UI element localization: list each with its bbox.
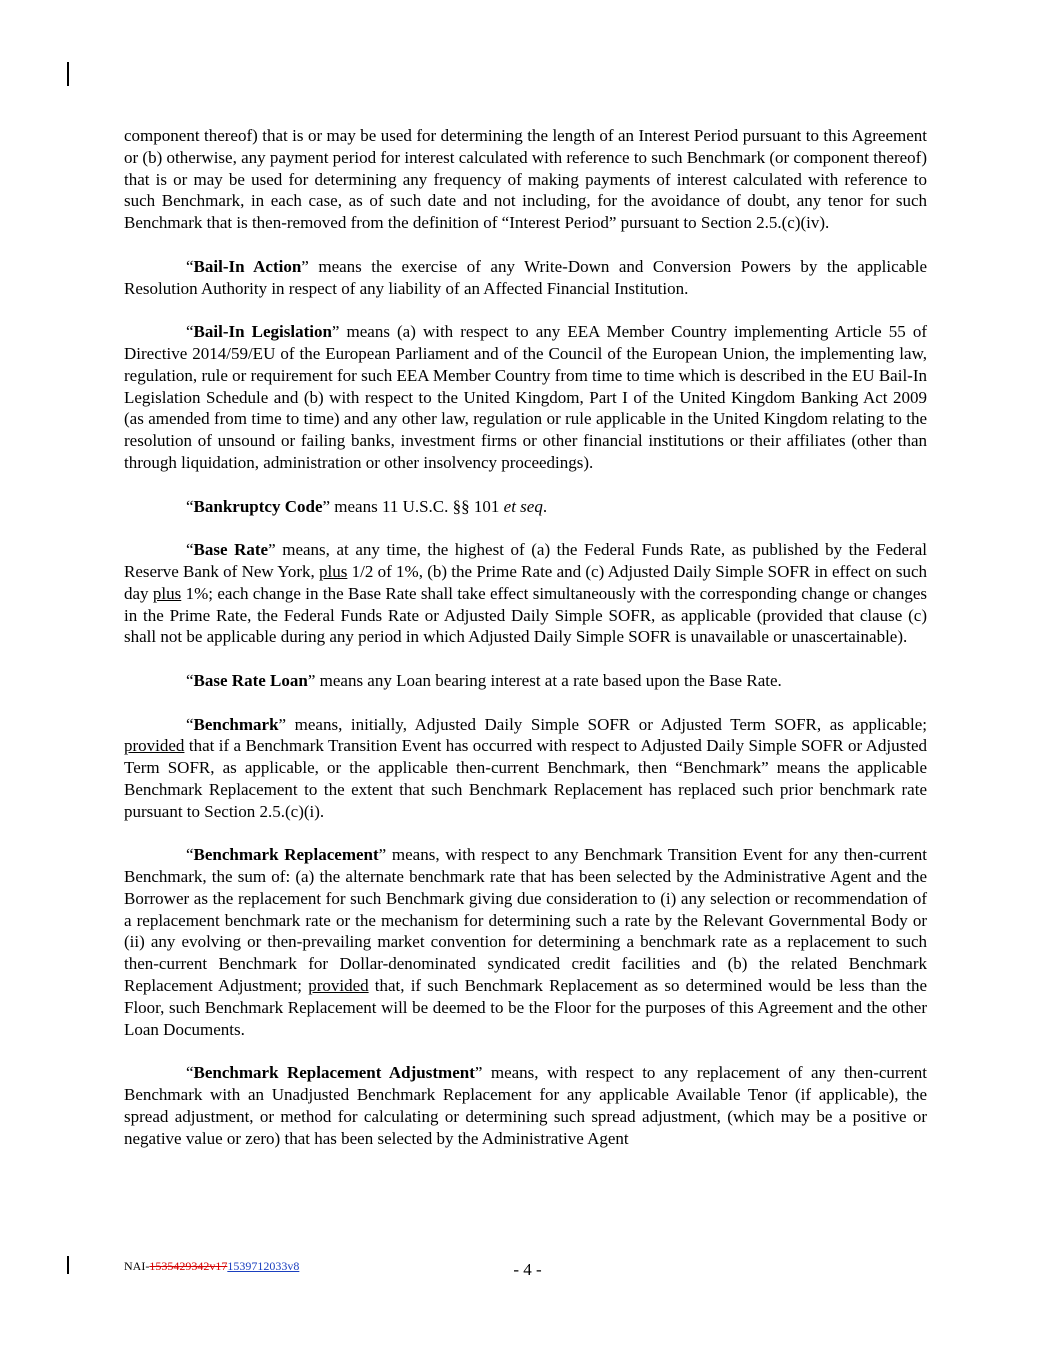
continuation-paragraph: component thereof) that is or may be used for determining the length of an Interest Period pursuant to this Agreement or (b) otherwise, any payment period for interest calculated with reference to such Benchmark (or component thereof) that is or may be used for determining any frequency of making payments of interest calculated with reference to such Benchmark, in each case, as of such date and not including, for the avoidance of doubt, any tenor for such Benchmark that is then-removed from the definition of “Interest Period” pursuant to Section 2.5.(c)(iv). — [124, 126, 927, 233]
defined-term: Bankruptcy Code — [193, 496, 323, 516]
definition-text: that if a Benchmark Transition Event has occurred with respect to Adjusted Daily Simple SOFR or Adjusted Term SOFR, as applicable, or the applicable then-current Benchmark, then “Benchmark” means the applicable Benchmark Replacement to the extent that such Benchmark Replacement has replaced such prior benchmark rate pursuant to Section 2.5.(c)(i). — [124, 736, 927, 821]
definition-text: means, with respect to any Benchmark Transition Event for any then-current Benchmark, the sum of: (a) the alternate benchmark rate that has been selected by the Administrative Agent and the Borrower as the replacement for such Benchmark giving due consideration to (i) any selection or recommendation of a replacement benchmark rate or the mechanism for determining such a rate by the Relevant Governmental Body or (ii) any evolving or then-prevailing market convention for determining a benchmark rate as a replacement to such then-current Benchmark for Dollar-denominated syndicated credit facilities and (b) the related Benchmark Replacement Adjustment; — [124, 845, 927, 996]
definition-text: means (a) with respect to any EEA Member Country implementing Article 55 of Directive 2014/59/EU of the European Parliament and of the Council of the European Union, the implementing law, regulation, rule or requirement for such EEA Member Country from time to time which is described in the EU Bail-In Legislation Schedule and (b) with respect to the United Kingdom, Part I of the United Kingdom Banking Act 2009 (as amended from time to time) and any other law, regulation or rule applicable in the United Kingdom relating to the resolution of unsound or failing banks, investment firms or other financial institutions or their affiliates (other than through liquidation, administration or other insolvency proceedings). — [124, 322, 927, 472]
page-number: - 4 - — [513, 1260, 542, 1279]
definition-base-rate-loan: “Base Rate Loan” means any Loan bearing interest at a rate based upon the Base Rate. — [186, 670, 782, 690]
defined-term: Bail-In Action — [193, 256, 302, 276]
definition-text: means, with respect to any replacement of any then-current Benchmark with an Unadjusted Benchmark Replacement for any applicable Available Tenor (if applicable), the spread adjustment, or method for calculating or determining such spread adjustment, (which may be a positive or negative value or zero) that has been selected by the Administrative Agent — [124, 1063, 928, 1148]
definition-text: 1%; each change in the Base Rate shall take effect simultaneously with the corresponding change or changes in the Prime Rate, the Federal Funds Rate or Adjusted Daily Simple SOFR, as applicable (provided that clause (c) shall not be applicable during any period in which Adjusted Daily Simple SOFR is unavailable or unascertainable). — [124, 583, 928, 647]
deleted-document-id: 1535429342v17 — [149, 1259, 228, 1273]
definition-text: . — [542, 496, 548, 516]
italic-text: et seq — [503, 496, 543, 516]
definition-text: means any Loan bearing interest at a rate based upon the Base Rate. — [315, 670, 782, 690]
definition-base-rate: “Base Rate” means, at any time, the highest of (a) the Federal Funds Rate, as published by the Federal Reserve Bank of New York, plus 1/2 of 1%, (b) the Prime Rate and (c) Adjusted Daily Simple SOFR in effect on such day plus 1%; each change in the Base Rate shall take effect simultaneously with the corresponding change or changes in the Prime Rate, the Federal Funds Rate or Adjusted Daily Simple SOFR, as applicable (provided that clause (c) shall not be applicable during any period in which Adjusted Daily Simple SOFR is unavailable or unascertainable). — [124, 540, 928, 647]
definition-benchmark: “Benchmark” means, initially, Adjusted Daily Simple SOFR or Adjusted Term SOFR, as applicable; provided that if a Benchmark Transition Event has occurred with respect to Adjusted Daily Simple SOFR or Adjusted Term SOFR, as applicable, or the applicable then-current Benchmark, then “Benchmark” means the applicable Benchmark Replacement to the extent that such Benchmark Replacement has replaced such prior benchmark rate pursuant to Section 2.5.(c)(i). — [124, 714, 927, 821]
definition-text: means, at any time, the highest of (a) the Federal Funds Rate, as published by the Federal Reserve Bank of New York, — [124, 540, 928, 581]
definition-text: means 11 U.S.C. §§ 101 — [330, 496, 504, 516]
change-bar-top — [67, 62, 69, 86]
defined-term: Bail-In Legislation — [193, 322, 332, 342]
defined-term: Base Rate — [193, 540, 269, 560]
underlined-text: plus — [152, 583, 182, 603]
defined-term: Benchmark — [193, 714, 279, 734]
inserted-document-id: 1539712033v8 — [227, 1259, 300, 1273]
definition-benchmark-replacement-adjustment: “Benchmark Replacement Adjustment” means, with respect to any replacement of any then-current Benchmark with an Unadjusted Benchmark Replacement for any applicable Available Tenor (if applicable), the spread adjustment, or method for calculating or determining such spread adjustment, (which may be a positive or negative value or zero) that has been selected by the Administrative Agent — [124, 1063, 928, 1148]
document-id-prefix: NAI- — [124, 1259, 150, 1273]
underlined-text: provided — [308, 976, 369, 996]
underlined-text: provided — [124, 736, 185, 756]
defined-term: Benchmark Replacement Adjustment — [193, 1063, 475, 1083]
definition-bail-in-legislation: “Bail-In Legislation” means (a) with respect to any EEA Member Country implementing Article 55 of Directive 2014/59/EU of the European Parliament and of the Council of the European Union, the implementing law, regulation, rule or requirement for such EEA Member Country from time to time which is described in the EU Bail-In Legislation Schedule and (b) with respect to the United Kingdom, Part I of the United Kingdom Banking Act 2009 (as amended from time to time) and any other law, regulation or rule applicable in the United Kingdom relating to the resolution of unsound or failing banks, investment firms or other financial institutions or their affiliates (other than through liquidation, administration or other insolvency proceedings). — [124, 322, 927, 472]
definition-bankruptcy-code: “Bankruptcy Code” means 11 U.S.C. §§ 101 et seq. — [186, 496, 548, 516]
underlined-text: plus — [319, 561, 348, 581]
defined-term: Benchmark Replacement — [193, 845, 379, 865]
defined-term: Base Rate Loan — [193, 670, 308, 690]
definition-text: 1/2 of 1%, (b) the Prime Rate and (c) Adjusted Daily Simple SOFR in effect on such day — [124, 561, 927, 603]
definition-text: means the exercise of any Write-Down and Conversion Powers by the applicable Resolution Authority in respect of any liability of an Affected Financial Institution. — [124, 256, 927, 298]
definition-benchmark-replacement: “Benchmark Replacement” means, with respect to any Benchmark Transition Event for any then-current Benchmark, the sum of: (a) the alternate benchmark rate that has been selected by the Administrative Agent and the Borrower as the replacement for such Benchmark giving due consideration to (i) any selection or recommendation of a replacement benchmark rate or the mechanism for determining such a rate by the Relevant Governmental Body or (ii) any evolving or then-prevailing market convention for determining a benchmark rate as a replacement to such then-current Benchmark for Dollar-denominated syndicated credit facilities and (b) the related Benchmark Replacement Adjustment; provided that, if such Benchmark Replacement as so determined would be less than the Floor, such Benchmark Replacement will be deemed to be the Floor for the purposes of this Agreement and the other Loan Documents. — [124, 845, 927, 1039]
document-body — [124, 125, 927, 1171]
definition-text: that, if such Benchmark Replacement as so determined would be less than the Floor, such Benchmark Replacement will be deemed to be the Floor for the purposes of this Agreement and the other Loan Documents. — [124, 976, 927, 1039]
definition-bail-in-action: “Bail-In Action” means the exercise of any Write-Down and Conversion Powers by the applicable Resolution Authority in respect of any liability of an Affected Financial Institution. — [124, 256, 927, 298]
definition-text: means, initially, Adjusted Daily Simple SOFR or Adjusted Term SOFR, as applicable; — [286, 714, 927, 734]
